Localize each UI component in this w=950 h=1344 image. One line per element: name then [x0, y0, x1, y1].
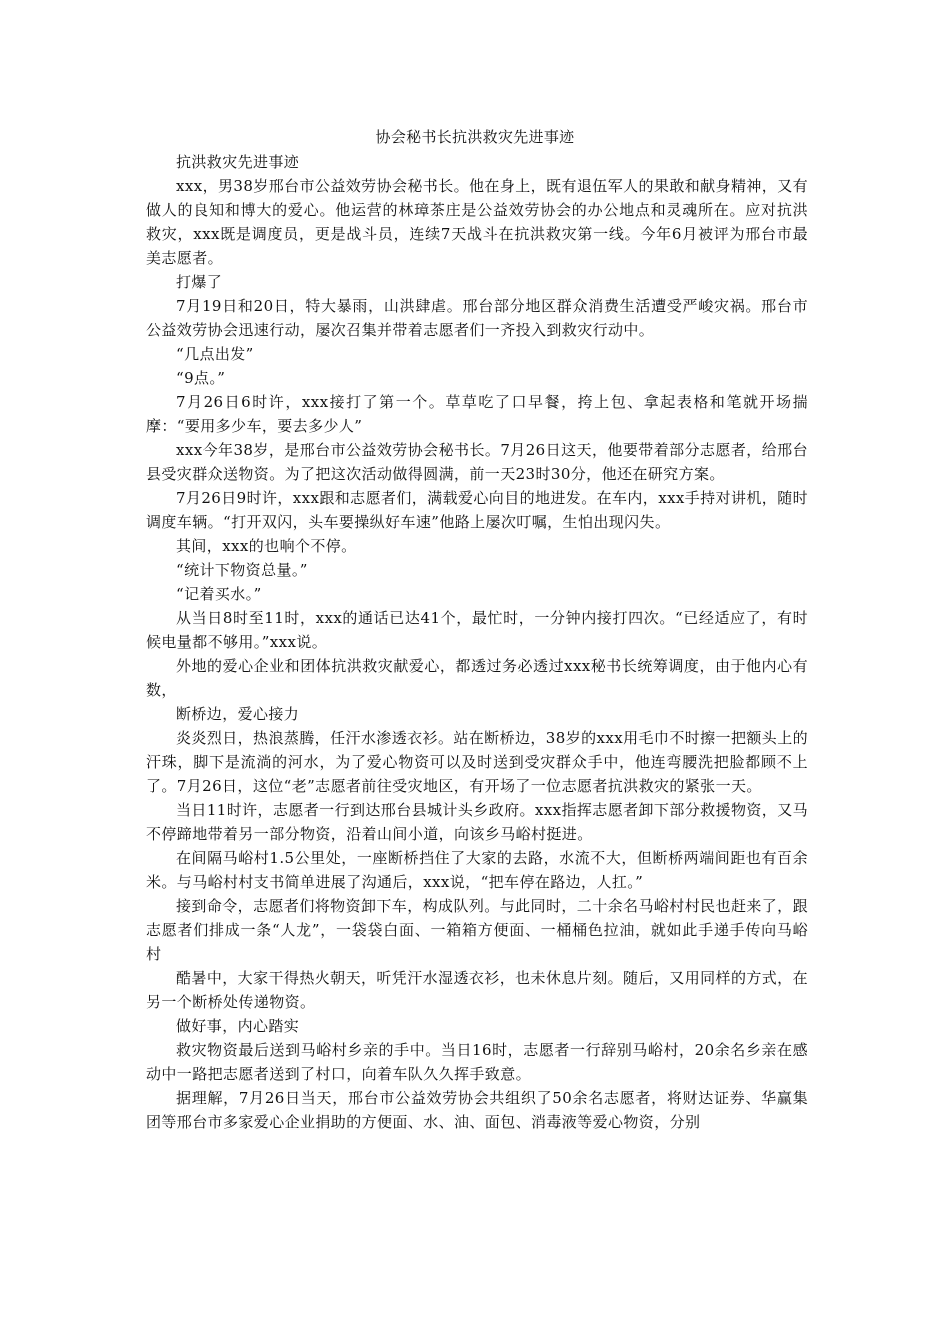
paragraph: 炎炎烈日，热浪蒸腾，任汗水渗透衣衫。站在断桥边，38岁的xxx用毛巾不时擦一把额头上的汗珠，脚下是流淌的河水，为了爱心物资可以及时送到受灾群众手中，他连弯腰洗把脸都顾不上了。7月26日，这位“老”志愿者前往受灾地区，有开场了一位志愿者抗洪救灾的紧张一天。: [146, 729, 808, 795]
paragraph: 酷暑中，大家干得热火朝天，听凭汗水湿透衣衫，也未休息片刻。随后，又用同样的方式，在另一个断桥处传递物资。: [146, 969, 808, 1011]
paragraph: 其间，xxx的也响个不停。: [176, 537, 357, 555]
section-heading: 打爆了: [176, 273, 223, 291]
quote-line: “记着买水。”: [176, 585, 262, 603]
section-heading: 抗洪救灾先进事迹: [176, 153, 300, 171]
paragraph: 当日11时许，志愿者一行到达邢台县城计头乡政府。xxx指挥志愿者卸下部分救援物资，又马不停蹄地带着另一部分物资，沿着山间小道，向该乡马峪村挺进。: [146, 801, 808, 843]
paragraph: xxx今年38岁，是邢台市公益效劳协会秘书长。7月26日这天，他要带着部分志愿者，给邢台县受灾群众送物资。为了把这次活动做得圆满，前一天23时30分，他还在研究方案。: [146, 441, 808, 483]
paragraph: 外地的爱心企业和团体抗洪救灾献爱心，都透过务必透过xxx秘书长统筹调度，由于他内心有数，: [146, 657, 808, 699]
document-title: 协会秘书长抗洪救灾先进事迹: [375, 128, 575, 146]
paragraph: 救灾物资最后送到马峪村乡亲的手中。当日16时，志愿者一行辞别马峪村，20余名乡亲在感动中一路把志愿者送到了村口，向着车队久久挥手致意。: [146, 1041, 808, 1083]
quote-line: “几点出发”: [176, 345, 254, 363]
quote-line: “统计下物资总量。”: [176, 561, 308, 579]
quote-line: “9点。”: [176, 369, 226, 387]
paragraph: 7月26日6时许，xxx接打了第一个。草草吃了口早餐，挎上包、拿起表格和笔就开场揣摩：“要用多少车，要去多少人”: [146, 393, 808, 435]
paragraph: 接到命令，志愿者们将物资卸下车，构成队列。与此同时，二十余名马峪村村民也赶来了，跟志愿者们排成一条“人龙”，一袋袋白面、一箱箱方便面、一桶桶色拉油，就如此手递手传向马峪村: [146, 897, 808, 963]
paragraph: 7月26日9时许，xxx跟和志愿者们，满载爱心向目的地进发。在车内，xxx手持对讲机，随时调度车辆。“打开双闪，头车要操纵好车速”他路上屡次叮嘱，生怕出现闪失。: [146, 489, 808, 531]
paragraph: xxx，男38岁邢台市公益效劳协会秘书长。他在身上，既有退伍军人的果敢和献身精神，又有做人的良知和博大的爱心。他运营的林璋茶庄是公益效劳协会的办公地点和灵魂所在。应对抗洪救灾，xxx既是调度员，更是战斗员，连续7天战斗在抗洪救灾第一线。今年6月被评为邢台市最美志愿者。: [146, 177, 808, 267]
section-heading: 断桥边，爱心接力: [176, 705, 300, 723]
document-body: [146, 150, 808, 1134]
paragraph: 7月19日和20日，特大暴雨，山洪肆虐。邢台部分地区群众消费生活遭受严峻灾祸。邢台市公益效劳协会迅速行动，屡次召集并带着志愿者们一齐投入到救灾行动中。: [146, 297, 808, 339]
paragraph: 据理解，7月26日当天，邢台市公益效劳协会共组织了50余名志愿者，将财达证券、华赢集团等邢台市多家爱心企业捐助的方便面、水、油、面包、消毒液等爱心物资，分别: [146, 1089, 808, 1131]
paragraph: 从当日8时至11时，xxx的通话已达41个，最忙时，一分钟内接打四次。“已经适应了，有时候电量都不够用。”xxx说。: [146, 609, 808, 651]
paragraph: 在间隔马峪村1.5公里处，一座断桥挡住了大家的去路，水流不大，但断桥两端间距也有百余米。与马峪村村支书简单进展了沟通后，xxx说，“把车停在路边，人扛。”: [146, 849, 808, 891]
section-heading: 做好事，内心踏实: [176, 1017, 300, 1035]
